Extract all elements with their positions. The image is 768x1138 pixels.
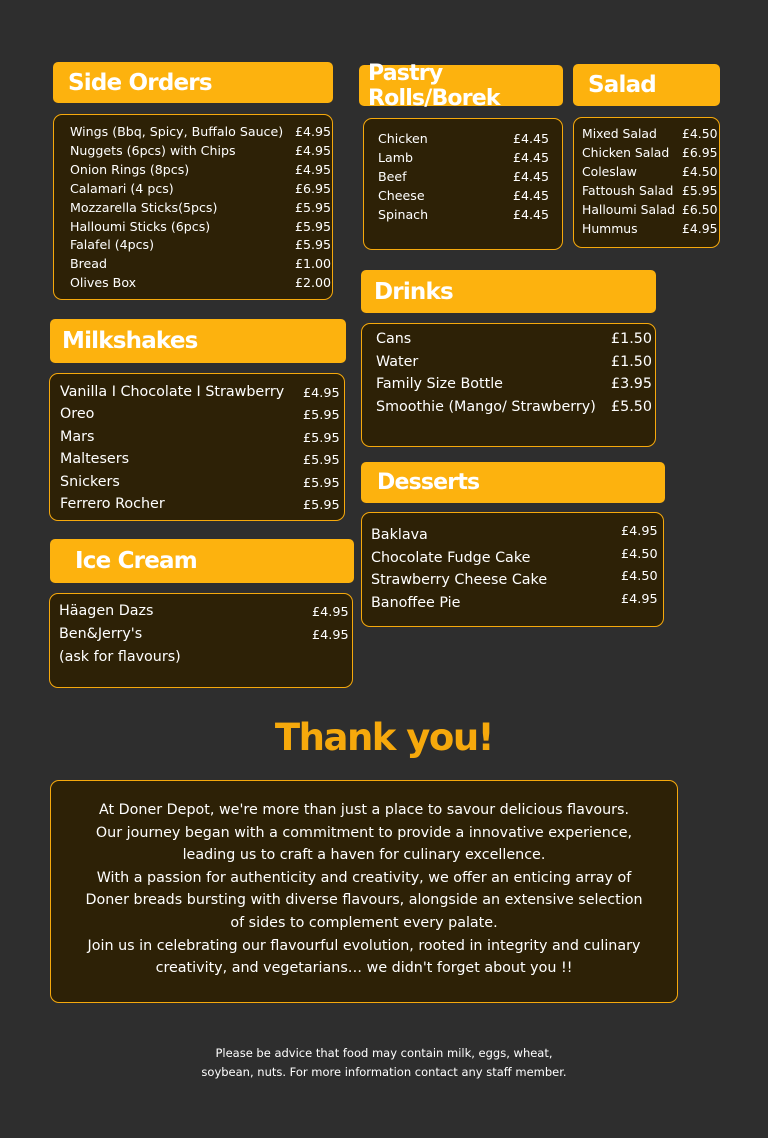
- item-price: £5.95: [295, 219, 332, 234]
- desserts-header: [361, 462, 665, 503]
- about-box: [50, 780, 678, 1003]
- about-line: Join us in celebrating our flavourful evolution, rooted in integrity and culinary: [87, 937, 641, 954]
- about-line: creativity, and vegetarians… we didn't forget about you !!: [155, 960, 573, 977]
- item-name: Fattoush Salad: [582, 183, 674, 198]
- item-name: Olives Box: [70, 275, 137, 290]
- item-name: Chicken Salad: [582, 145, 670, 160]
- milkshakes-box: [49, 373, 345, 521]
- item-price: £5.95: [303, 408, 340, 423]
- item-price: £6.95: [682, 145, 718, 160]
- salad-header: [573, 64, 720, 106]
- item-name: Mixed Salad: [582, 126, 657, 141]
- pastry-box: [363, 118, 563, 250]
- allergy-note-line: Please be advice that food may contain milk, eggs, wheat,: [215, 1046, 553, 1060]
- item-price: £4.95: [295, 162, 332, 177]
- item-name: Banoffee Pie: [371, 595, 461, 611]
- item-price: £4.45: [513, 131, 550, 146]
- about-line: Our journey began with a commitment to provide a innovative experience,: [95, 824, 633, 841]
- item-name: Chocolate Fudge Cake: [371, 550, 531, 566]
- item-price: £4.95: [303, 386, 340, 401]
- item-name: Coleslaw: [582, 164, 637, 179]
- item-price: £2.00: [295, 275, 332, 290]
- about-line: With a passion for authenticity and creativity, we offer an enticing array of: [96, 869, 632, 886]
- item-name: Häagen Dazs: [59, 603, 154, 619]
- item-price: £3.95: [611, 376, 652, 392]
- item-name: Falafel (4pcs): [70, 237, 155, 252]
- item-name: Beef: [378, 169, 407, 184]
- item-name: Mozzarella Sticks(5pcs): [70, 200, 218, 215]
- item-price: £5.95: [682, 183, 718, 198]
- item-price: £4.45: [513, 188, 550, 203]
- ice-cream-box: [49, 593, 353, 688]
- item-name: Cans: [376, 331, 412, 347]
- pastry-header: [359, 60, 563, 111]
- item-price: £5.95: [303, 431, 340, 446]
- drinks-header: [361, 270, 656, 313]
- item-price: £4.95: [621, 592, 658, 607]
- item-price: £5.50: [611, 399, 652, 415]
- item-name: Baklava: [371, 527, 428, 543]
- milkshakes-header: [50, 319, 346, 363]
- item-name: Ferrero Rocher: [60, 496, 165, 512]
- item-name: Wings (Bbq, Spicy, Buffalo Sauce): [70, 124, 284, 139]
- item-name: Spinach: [378, 207, 429, 222]
- about-line: Doner breads bursting with diverse flavours, alongside an extensive selection: [85, 892, 643, 909]
- item-name: Maltesers: [60, 451, 130, 467]
- ice-cream-header: [50, 539, 354, 583]
- thank-you-heading: Thank you!: [274, 716, 494, 759]
- item-price: £6.95: [295, 181, 332, 196]
- item-price: £5.95: [303, 453, 340, 468]
- about-line: leading us to craft a haven for culinary excellence.: [182, 847, 546, 864]
- item-price: £4.50: [621, 569, 658, 584]
- item-name: Strawberry Cheese Cake: [371, 572, 548, 588]
- item-name: Lamb: [378, 150, 413, 165]
- item-price: £4.95: [295, 124, 332, 139]
- item-price: £1.50: [611, 331, 652, 347]
- item-name: Nuggets (6pcs) with Chips: [70, 143, 236, 158]
- desserts-title: Desserts: [377, 470, 480, 495]
- item-name: Cheese: [378, 188, 425, 203]
- item-price: £4.45: [513, 150, 550, 165]
- item-price: £5.95: [295, 237, 332, 252]
- about-line: At Doner Depot, we're more than just a place to savour delicious flavours.: [98, 802, 630, 818]
- item-price: £4.95: [312, 628, 349, 643]
- item-price: £4.95: [295, 143, 332, 158]
- item-name: (ask for flavours): [59, 649, 181, 665]
- milkshakes-title: Milkshakes: [62, 328, 198, 354]
- item-price: £5.95: [295, 200, 332, 215]
- item-name: Mars: [60, 429, 95, 445]
- side-orders-title: Side Orders: [68, 69, 212, 96]
- item-name: Ben&Jerry's: [59, 626, 143, 642]
- item-name: Vanilla I Chocolate I Strawberry: [60, 384, 285, 400]
- item-price: £1.00: [295, 256, 332, 271]
- item-name: Oreo: [60, 406, 95, 422]
- item-name: Halloumi Sticks (6pcs): [70, 219, 211, 234]
- item-price: £4.45: [513, 169, 550, 184]
- allergy-note: [0, 1044, 768, 1081]
- item-price: £4.95: [682, 221, 718, 236]
- item-price: £1.50: [611, 354, 652, 370]
- side-orders-box: [53, 114, 333, 300]
- allergy-note-line: soybean, nuts. For more information contact any staff member.: [201, 1064, 567, 1079]
- item-price: £5.95: [303, 498, 340, 513]
- item-name: Snickers: [60, 474, 120, 490]
- item-name: Water: [376, 354, 419, 370]
- item-price: £5.95: [303, 476, 340, 491]
- salad-title: Salad: [588, 72, 656, 98]
- item-price: £4.50: [682, 126, 718, 141]
- about-line: of sides to complement every palate.: [230, 914, 498, 931]
- item-price: £4.45: [513, 207, 550, 222]
- item-price: £4.50: [682, 164, 718, 179]
- item-name: Hummus: [582, 221, 638, 236]
- ice-cream-title: Ice Cream: [75, 548, 197, 574]
- item-price: £4.50: [621, 547, 658, 562]
- item-name: Smoothie (Mango/ Strawberry): [376, 399, 596, 415]
- side-orders-header: [53, 62, 333, 103]
- desserts-box: [361, 512, 664, 627]
- item-price: £4.95: [312, 605, 349, 620]
- pastry-title: Pastry Rolls/Borek: [368, 60, 500, 111]
- item-name: Halloumi Salad: [582, 202, 676, 217]
- salad-box: [573, 117, 720, 248]
- item-price: £6.50: [682, 202, 718, 217]
- drinks-title: Drinks: [374, 278, 453, 305]
- item-name: Bread: [70, 256, 108, 271]
- item-price: £4.95: [621, 524, 658, 539]
- item-name: Calamari (4 pcs): [70, 181, 174, 196]
- item-name: Chicken: [378, 131, 428, 146]
- item-name: Family Size Bottle: [376, 376, 503, 392]
- drinks-box: [361, 323, 656, 447]
- item-name: Onion Rings (8pcs): [70, 162, 190, 177]
